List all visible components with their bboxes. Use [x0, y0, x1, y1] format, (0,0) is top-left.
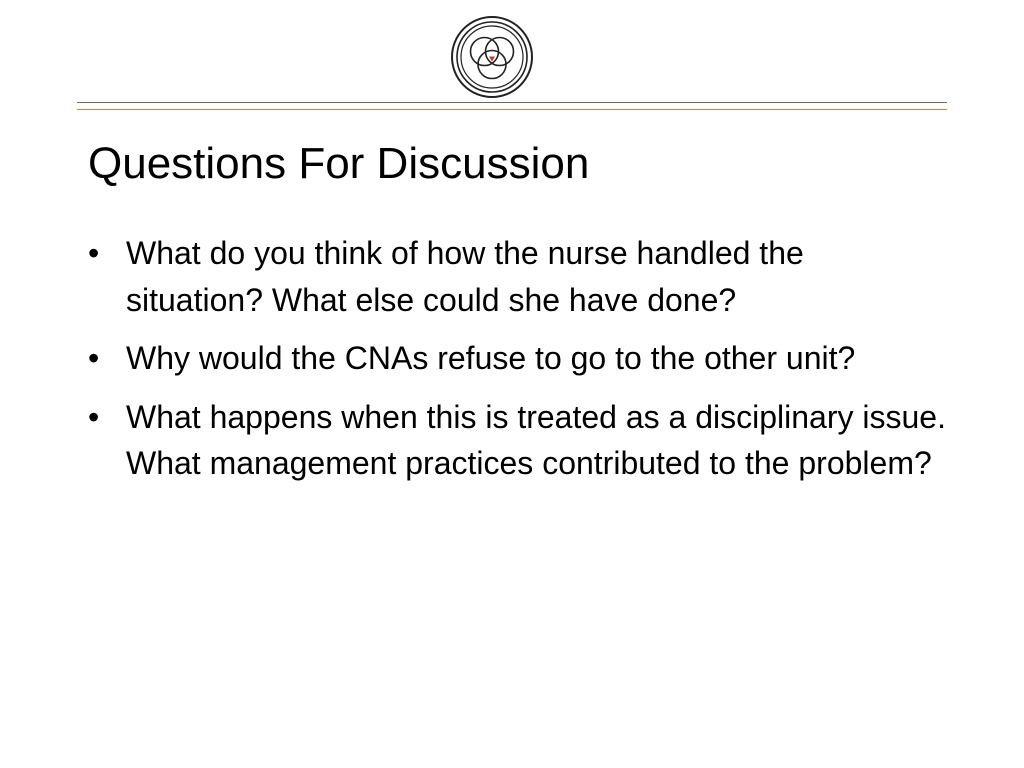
bullet-text: What do you think of how the nurse handled the situation? What else could she have done? — [126, 235, 804, 318]
bullet-marker: • — [88, 398, 100, 435]
bullet-text: What happens when this is treated as a disciplinary issue. What management practices contributed to the problem? — [126, 398, 946, 481]
bullet-item — [88, 230, 948, 323]
logo-icon — [449, 14, 535, 100]
bullet-marker: • — [88, 235, 100, 271]
bullet-text: Why would the CNAs refuse to go to the other unit? — [126, 340, 856, 376]
slide-title: Questions For Discussion — [88, 139, 590, 188]
header-divider-top — [77, 102, 947, 103]
bullet-item — [88, 394, 948, 487]
bullet-list — [88, 230, 948, 499]
bullet-marker: • — [88, 340, 100, 376]
header-divider-bottom — [77, 109, 947, 110]
bullet-item — [88, 335, 948, 382]
